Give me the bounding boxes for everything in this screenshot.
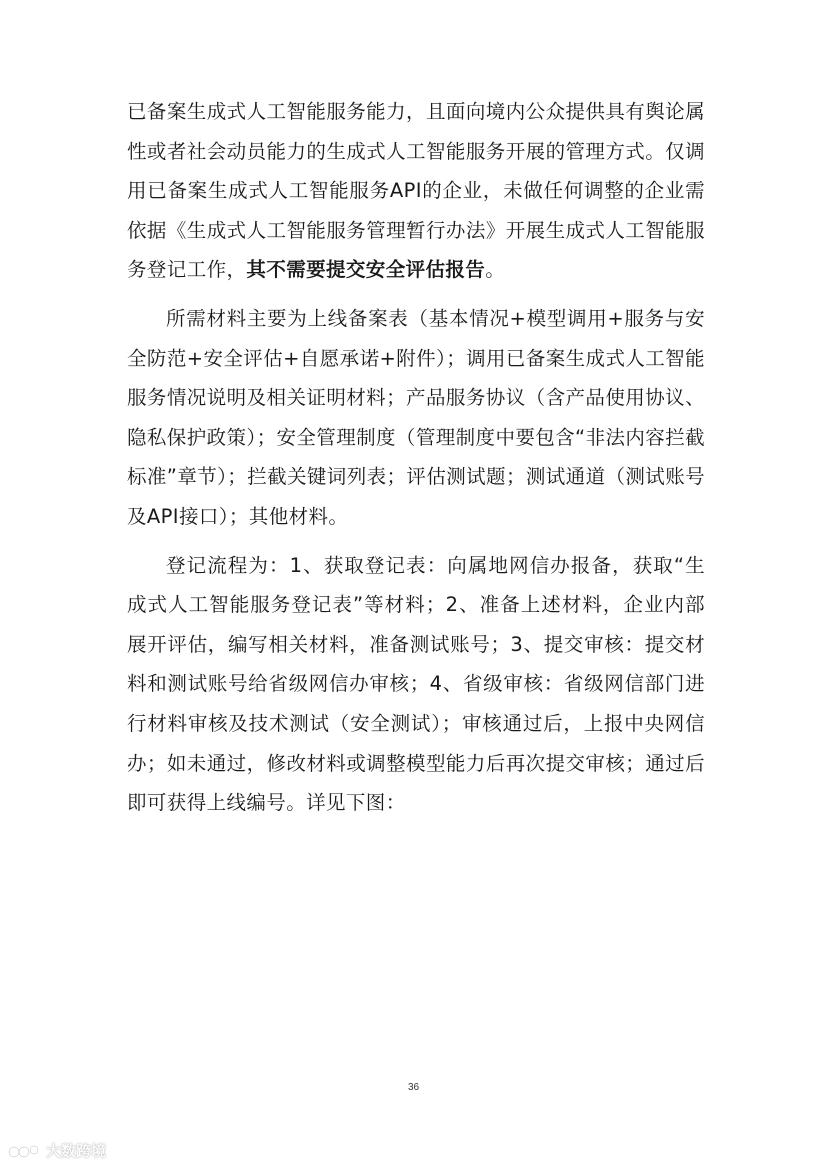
watermark — [8, 1140, 106, 1161]
paragraph-2: 所需材料主要为上线备案表（基本情况+模型调用+服务与安全防范+安全评估+自愿承诺+附件）；调用已备案生成式人工智能服务情况说明及相关证明材料；产品服务协议（含产品使用协议、隐私保护政策）；安全管理制度（管理制度中要包含“非法内容拦截标准”章节）；拦截关键词列表；评估测试题；测试通道（测试账号及API接口）；其他材料。 — [127, 306, 705, 528]
brand-logo-icon — [8, 1142, 42, 1160]
document-body — [127, 92, 705, 832]
paragraph-1-text-a: 已备案生成式人工智能服务能力，且面向境内公众提供具有舆论属性或者社会动员能力的生成式人工智能服务开展的管理方式。仅调用已备案生成式人工智能服务API的企业，未做任何调整的企业需依据《生成式人工智能服务管理暂行办法》开展生成式人工智能服务登记工作， — [127, 100, 705, 282]
page-number: 36 — [407, 1082, 420, 1093]
paragraph-1-text-end: 。 — [485, 258, 506, 282]
paragraph-1-bold-text: 其不需要提交安全评估报告 — [246, 258, 486, 282]
watermark-text: 大数跨境 — [46, 1142, 107, 1160]
paragraph-1 — [127, 92, 705, 290]
paragraph-3: 登记流程为：1、获取登记表：向属地网信办报备，获取“生成式人工智能服务登记表”等材料；2、准备上述材料，企业内部展开评估，编写相关材料，准备测试账号；3、提交审核：提交材料和测试账号给省级网信办审核；4、省级审核：省级网信部门进行材料审核及技术测试（安全测试）；审核通过后，上报中央网信办；如未通过，修改材料或调整模型能力后再次提交审核；通过后即可获得上线编号。详见下图： — [127, 553, 705, 815]
